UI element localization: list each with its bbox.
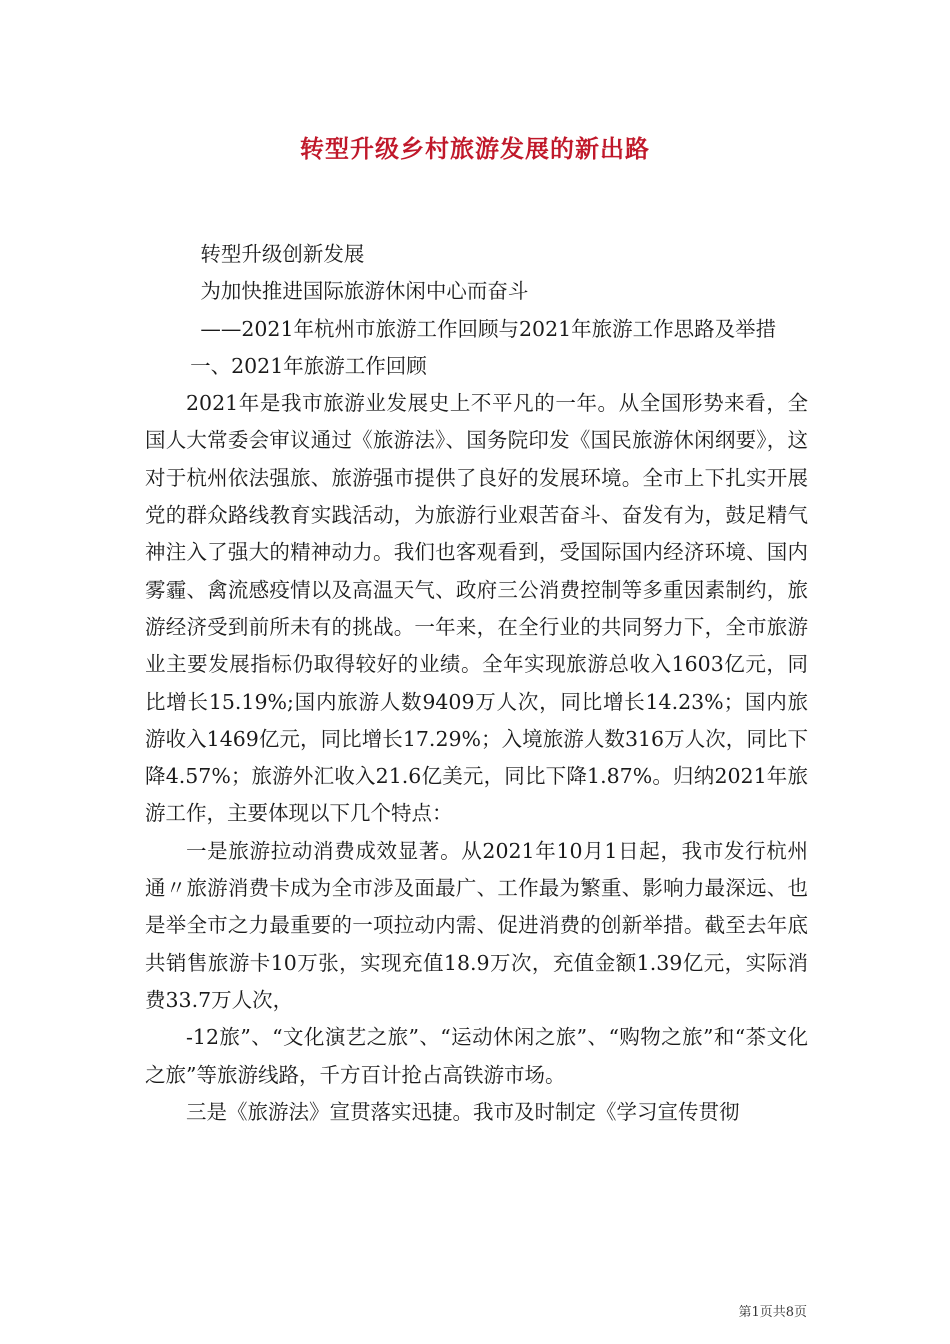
- document-title: 转型升级乡村旅游发展的新出路: [300, 134, 650, 163]
- paragraph: -12旅”、“文化演艺之旅”、“运动休闲之旅”、“购物之旅”和“茶文化之旅”等旅游线路，千方百计抢占高铁游市场。: [145, 1025, 808, 1087]
- section-heading: 一、2021年旅游工作回顾: [190, 353, 427, 378]
- document-body: [145, 236, 808, 1131]
- page-number-footer: 第1页共8页: [738, 1305, 807, 1320]
- paragraph-subtitle-1: 转型升级创新发展: [200, 242, 365, 266]
- paragraph-subtitle-3: ——2021年杭州市旅游工作回顾与2021年旅游工作思路及举措: [200, 316, 777, 341]
- paragraph: 三是《旅游法》宣贯落实迅捷。我市及时制定《学习宣传贯彻: [186, 1099, 740, 1124]
- paragraph: 一是旅游拉动消费成效显著。从2021年10月1日起，我市发行杭州通〃旅游消费卡成为全市涉及面最广、工作最为繁重、影响力最深远、也是举全市之力最重要的一项拉动内需、促进消费的创新举措。截至去年底共销售旅游卡10万张，实现充值18.9万次，充值金额1.39亿元，实际消费33.7万人次，: [145, 838, 808, 1012]
- paragraph-subtitle-2: 为加快推进国际旅游休闲中心而奋斗: [200, 279, 529, 304]
- paragraph: 2021年是我市旅游业发展史上不平凡的一年。从全国形势来看，全国人大常委会审议通过《旅游法》、国务院印发《国民旅游休闲纲要》，这对于杭州依法强旅、旅游强市提供了良好的发展环境。全市上下扎实开展党的群众路线教育实践活动，为旅游行业艰苦奋斗、奋发有为，鼓足精气神注入了强大的精神动力。我们也客观看到，受国际国内经济环境、国内雾霾、禽流感疫情以及高温天气、政府三公消费控制等多重因素制约，旅游经济受到前所未有的挑战。一年来，在全行业的共同努力下，全市旅游业主要发展指标仍取得较好的业绩。全年实现旅游总收入1603亿元，同比增长15.19%;国内旅游人数9409万人次，同比增长14.23%；国内旅游收入1469亿元，同比增长17.29%；入境旅游人数316万人次，同比下降4.57%；旅游外汇收入21.6亿美元，同比下降1.87%。归纳2021年旅游工作，主要体现以下几个特点：: [145, 391, 808, 826]
